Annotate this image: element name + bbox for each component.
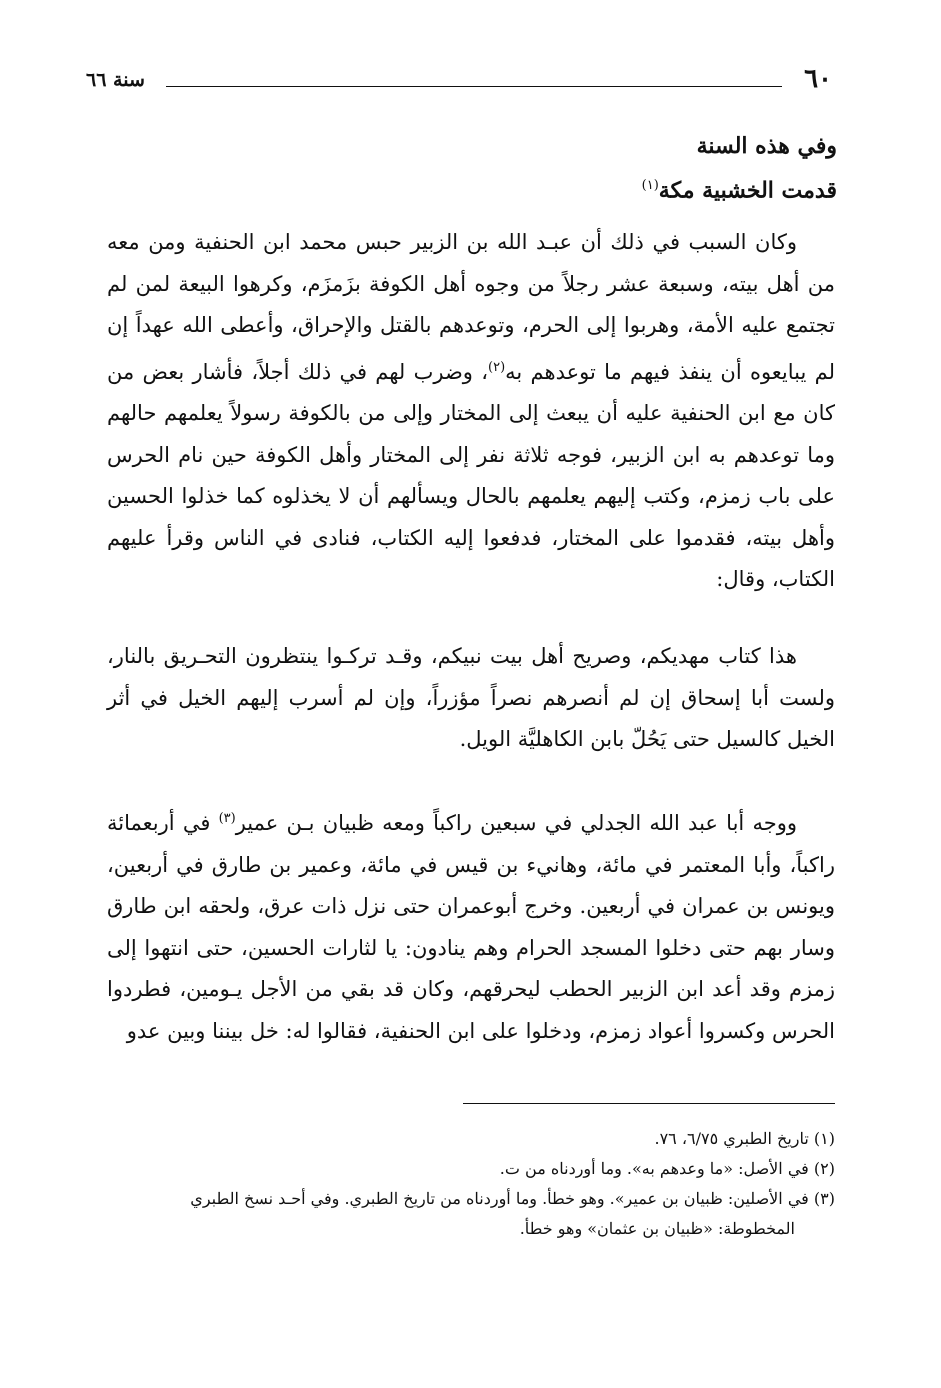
page-header xyxy=(86,64,832,104)
body-paragraph-1 xyxy=(107,222,835,601)
body-paragraph-3-rest: في أربعمائة راكباً، وأبا المعتمر في مائة، وهانيء بن قيس في مائة، وعمير بن طارق في أربعين، ويونس بن عمران في أربعين. وخرج أبوعمران حتى نزل ذات عرق، ولحقه ابن طارق وسار بهم حتى دخلوا المسجد الحرام وهم ينادون: يا لثارات الحسين، حتى انتهوا إلى زمزم وقد أعد ابن الزبير الحطب ليحرقهم، وكان قد بقي من الأجل يـومين، فطردوا الحرس وكسروا أعواد زمزم، ودخلوا على ابن الحنفية، فقالوا له: خل بيننا وبين عدو xyxy=(107,811,835,1043)
footnote-1: (١) تاريخ الطبري ٦/٧٥، ٧٦. xyxy=(654,1129,835,1148)
section-heading-event-text: قدمت الخشبية مكة xyxy=(658,177,837,204)
footnote-ref-1: (١) xyxy=(641,178,659,193)
footnotes xyxy=(107,1124,835,1244)
page-number: ٦٠ xyxy=(804,64,832,94)
footnote-2: (٢) في الأصل: «ما وعدهم به». وما أوردناه من ت. xyxy=(499,1159,835,1178)
section-heading-event xyxy=(137,166,837,210)
body-paragraph-1-text: وكان السبب في ذلك أن عبـد الله بن الزبير حبس محمد ابن الحنفية ومن معه من أهل بيته، وسبعة عشر رجلاً من وجوه أهل الكوفة بزَمزَم، وكرهوا البيعة لمن لم تجتمع عليه الأمة، وهربوا إلى الحرم، وتوعدهم بالقتل والإحراق، وأعطى الله عهداً إن لم يبايعوه أن ينفذ فيهم ما توعدهم به xyxy=(107,230,836,384)
body-paragraph-3-start: ووجه أبا عبد الله الجدلي في سبعين راكباً ومعه ظبيان بـن عمير xyxy=(235,811,797,835)
footnote-3: (٣) في الأصلين: ظبيان بن عمير». وهو خطأ. وما أوردناه من تاريخ الطبري. وفي أحـد نسخ الطبري xyxy=(190,1189,835,1208)
footnote-separator xyxy=(463,1103,835,1104)
footnote-ref-3: (٣) xyxy=(218,811,236,826)
running-title: سنة ٦٦ xyxy=(86,69,145,91)
section-heading-year: وفي هذه السنة xyxy=(696,133,837,159)
quoted-letter-paragraph: هذا كتاب مهديكم، وصريح أهل بيت نبيكم، وقـد تركـوا ينتظرون التحـريق بالنار، ولست أبا إسحاق إن لم أنصرهم نصراً مؤزراً، وإن لم أسرب إليهم الخيل في أثر الخيل كالسيل حتى يَحُلّ بابن الكاهليَّة الويل. xyxy=(107,644,835,751)
header-rule xyxy=(166,86,782,87)
body-paragraph-1-rest: ، وضرب لهم في ذلك أجلاً، فأشار بعض من كان مع ابن الحنفية عليه أن يبعث إلى المختار وإلى من بالكوفة رسولاً يعلمهم حالهم وما توعدهم به ابن الزبير، فوجه ثلاثة نفر إلى المختار وأهل الكوفة حين نام الحرس على باب زمزم، وكتب إليهم يعلمهم بالحال ويسألهم أن لا يخذلوه كما خذلوا الحسين وأهل بيته، فقدموا على المختار، فدفعوا إليه الكتاب، فنادى في الناس وقرأ عليهم الكتاب، وقال: xyxy=(107,359,835,591)
footnote-ref-2: (٢) xyxy=(488,359,506,375)
section-headings xyxy=(137,126,837,210)
body-paragraph-3 xyxy=(107,798,835,1052)
footnote-3-continuation: المخطوطة: «ظبيان بن عثمان» وهو خطأ. xyxy=(519,1219,795,1238)
